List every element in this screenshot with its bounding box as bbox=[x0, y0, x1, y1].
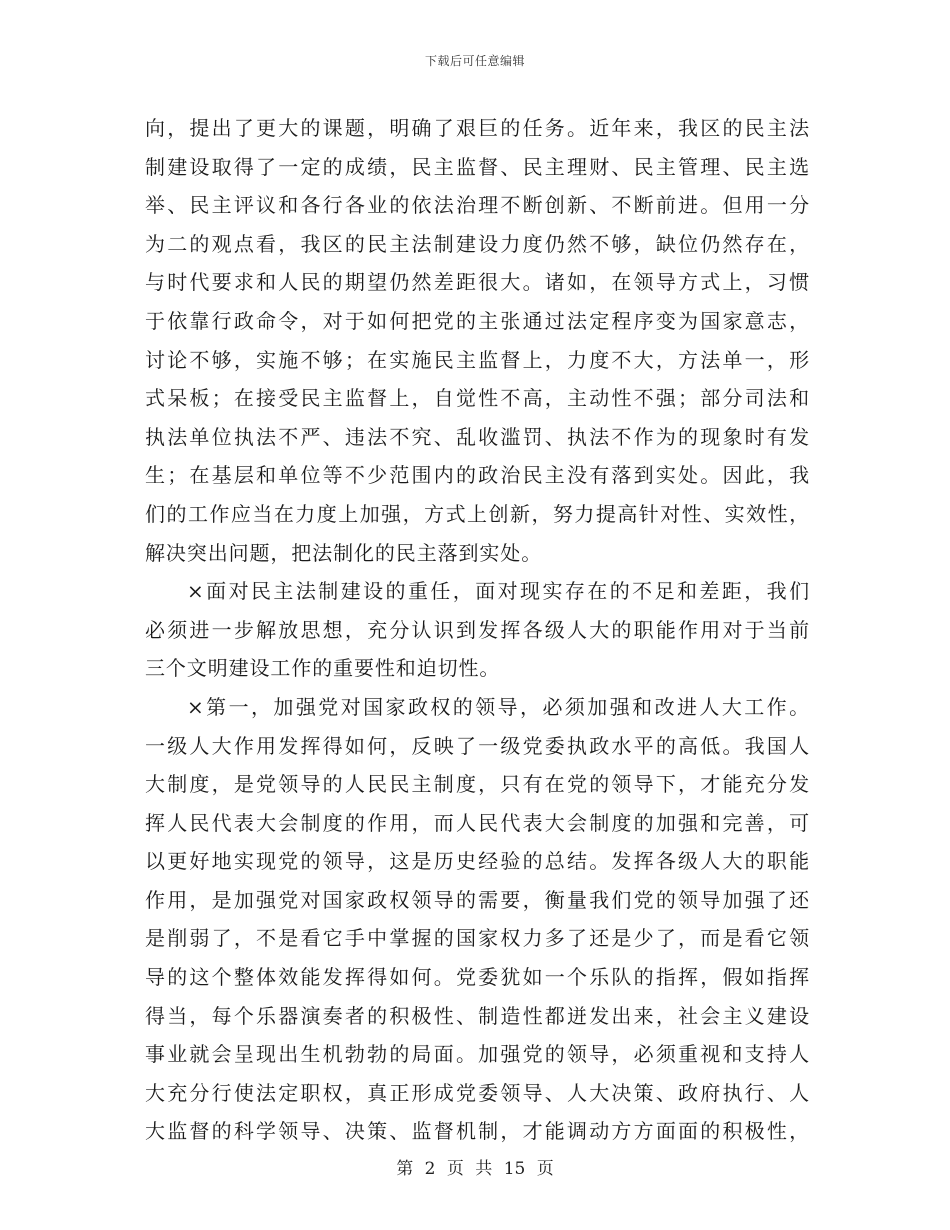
paragraph bbox=[145, 572, 810, 688]
text-line: 向，提出了更大的课题，明确了艰巨的任务。近年来，我区的民主法 bbox=[145, 116, 810, 140]
page-header: 下载后可任意编辑 bbox=[424, 54, 525, 68]
text-line: 一级人大作用发挥得如何，反映了一级党委执政水平的高低。我国人 bbox=[145, 733, 810, 758]
text-line: 导的这个整体效能发挥得如何。党委犹如一个乐队的指挥，假如指挥 bbox=[145, 965, 810, 990]
text-line: 讨论不够，实施不够；在实施民主监督上，力度不大，方法单一，形 bbox=[145, 347, 810, 372]
text-line: 执法单位执法不严、违法不究、乱收滥罚、执法不作为的现象时有发 bbox=[145, 424, 810, 449]
page-number-footer: 第 2 页 共 15 页 bbox=[396, 1159, 554, 1179]
paragraph bbox=[145, 688, 810, 1151]
text-line: 事业就会呈现出生机勃勃的局面。加强党的领导，必须重视和支持人 bbox=[145, 1042, 810, 1067]
text-line: 必须进一步解放思想，充分认识到发挥各级人大的职能作用对于当前 bbox=[145, 617, 810, 642]
text-line: 举、民主评议和各行各业的依法治理不断创新、不断前进。但用一分 bbox=[145, 193, 810, 218]
text-line: 得当，每个乐器演奏者的积极性、制造性都迸发出来，社会主义建设 bbox=[145, 1003, 810, 1028]
text-line: 于依靠行政命令，对于如何把党的主张通过法定程序变为国家意志， bbox=[145, 308, 810, 333]
text-line: 式呆板；在接受民主监督上，自觉性不高，主动性不强；部分司法和 bbox=[145, 386, 810, 411]
text-line: 制建设取得了一定的成绩，民主监督、民主理财、民主管理、民主选 bbox=[145, 154, 810, 179]
text-line: 大监督的科学领导、决策、监督机制，才能调动方方面面的积极性， bbox=[145, 1119, 810, 1144]
text-line: 解决突出问题，把法制化的民主落到实处。 bbox=[145, 540, 543, 565]
text-line: 是削弱了，不是看它手中掌握的国家权力多了还是少了，而是看它领 bbox=[145, 926, 810, 951]
text-line: ×面对民主法制建设的重任，面对现实存在的不足和差距，我们 bbox=[187, 579, 810, 604]
text-line: 挥人民代表大会制度的作用，而人民代表大会制度的加强和完善，可 bbox=[145, 810, 810, 835]
text-line: 生；在基层和单位等不少范围内的政治民主没有落到实处。因此，我 bbox=[145, 463, 810, 488]
text-line: 与时代要求和人民的期望仍然差距很大。诸如，在领导方式上，习惯 bbox=[145, 270, 810, 295]
text-line: 大制度，是党领导的人民民主制度，只有在党的领导下，才能充分发 bbox=[145, 772, 810, 797]
text-line: 们的工作应当在力度上加强，方式上创新，努力提高针对性、实效性， bbox=[145, 501, 810, 526]
text-line: 大充分行使法定职权，真正形成党委领导、人大决策、政府执行、人 bbox=[145, 1080, 810, 1105]
document-body bbox=[145, 109, 810, 1151]
text-line: ×第一，加强党对国家政权的领导，必须加强和改进人大工作。 bbox=[187, 694, 810, 719]
text-line: 以更好地实现党的领导，这是历史经验的总结。发挥各级人大的职能 bbox=[145, 849, 810, 874]
text-line: 为二的观点看，我区的民主法制建设力度仍然不够，缺位仍然存在， bbox=[145, 231, 810, 256]
paragraph bbox=[145, 109, 810, 572]
text-line: 三个文明建设工作的重要性和迫切性。 bbox=[145, 656, 501, 681]
text-line: 作用，是加强党对国家政权领导的需要，衡量我们党的领导加强了还 bbox=[145, 887, 810, 912]
